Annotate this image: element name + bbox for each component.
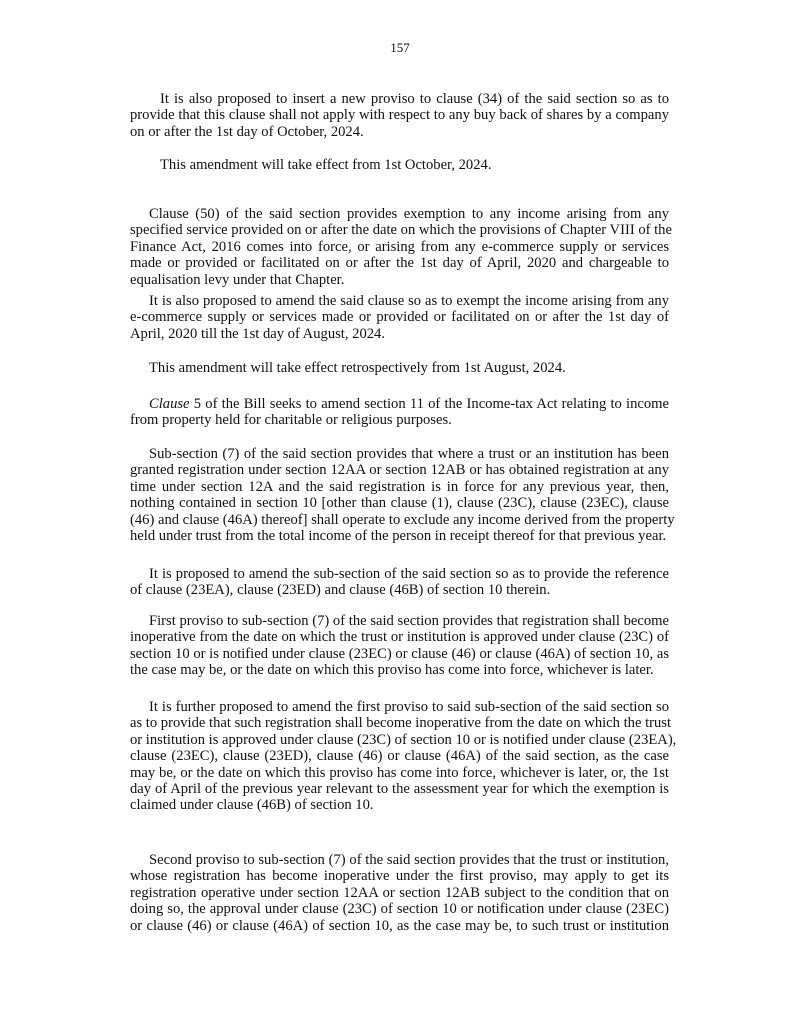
- paragraph: [130, 360, 669, 376]
- text-line: the case may be, or the date on which this proviso has come into force, whichever is later.: [130, 662, 654, 679]
- text-line: section 10 or is notified under clause (23EC) or clause (46) or clause (46A) of section 10, as: [130, 645, 669, 662]
- text-line: or clause (46) or clause (46A) of section 10, as the case may be, to such trust or institution: [130, 917, 669, 934]
- text-line: This amendment will take effect retrospectively from 1st August, 2024.: [149, 360, 566, 376]
- text-line: provide that this clause shall not apply with respect to any buy back of shares by a company: [130, 107, 669, 124]
- text-line: Sub-section (7) of the said section provides that where a trust or an institution has been: [149, 446, 669, 462]
- text-line: time under section 12A and the said registration is in force for any previous year, then,: [130, 478, 669, 495]
- text-line: Second proviso to sub-section (7) of the said section provides that the trust or institution,: [149, 852, 669, 868]
- text-line: may be, or the date on which this proviso has come into force, whichever is later, or, the 1st: [130, 764, 669, 781]
- paragraph: [130, 852, 669, 934]
- paragraph: [130, 206, 672, 288]
- italic-lead: Clause: [149, 396, 190, 412]
- text-line: nothing contained in section 10 [other than clause (1), clause (23C), clause (23EC), clause: [130, 495, 669, 512]
- text-line: equalisation levy under that Chapter.: [130, 271, 345, 288]
- text-line: specified service provided on or after the date on which the provisions of Chapter VIII of the: [130, 222, 672, 239]
- paragraph: [130, 396, 669, 429]
- text-line: of clause (23EA), clause (23ED) and clause (46B) of section 10 therein.: [130, 582, 551, 599]
- text-line: claimed under clause (46B) of section 10.: [130, 797, 374, 814]
- text-line: (46) and clause (46A) thereof] shall operate to exclude any income derived from the property: [130, 511, 675, 528]
- text-line: granted registration under section 12AA or section 12AB or has obtained registration at any: [130, 462, 669, 479]
- text-line: Clause 5 of the Bill seeks to amend section 11 of the Income-tax Act relating to income: [149, 396, 669, 412]
- text-line: day of April of the previous year relevant to the assessment year for which the exemption is: [130, 780, 669, 797]
- text-line: whose registration has become inoperative under the first proviso, may apply to get its: [130, 868, 669, 885]
- text-line: First proviso to sub-section (7) of the said section provides that registration shall become: [149, 613, 669, 629]
- text-line: registration operative under section 12AA or section 12AB subject to the condition that on: [130, 884, 669, 901]
- text-line: or institution is approved under clause (23C) of section 10 or is notified under clause (23EA),: [130, 731, 677, 748]
- text-line: It is proposed to amend the sub-section of the said section so as to provide the reference: [149, 566, 669, 582]
- text-line: Finance Act, 2016 comes into force, or arising from any e-commerce supply or services: [130, 238, 669, 255]
- paragraph: [130, 566, 669, 599]
- paragraph: [130, 293, 669, 342]
- paragraph: [130, 613, 669, 679]
- text-line: clause (23EC), clause (23ED), clause (46) or clause (46A) of the said section, as the case: [130, 748, 669, 765]
- text-line: This amendment will take effect from 1st October, 2024.: [160, 157, 492, 173]
- text-line: as to provide that such registration shall become inoperative from the date on which the trust: [130, 715, 672, 732]
- paragraph: [130, 699, 677, 814]
- paragraph: [130, 446, 675, 544]
- text-line: on or after the 1st day of October, 2024.: [130, 123, 364, 140]
- text-line: made or provided or facilitated on or after the 1st day of April, 2020 and chargeable to: [130, 255, 669, 272]
- text-line: April, 2020 till the 1st day of August, 2024.: [130, 325, 385, 342]
- page-number: 157: [390, 40, 410, 55]
- text-line: Clause (50) of the said section provides exemption to any income arising from any: [149, 206, 669, 222]
- paragraph: [130, 91, 669, 140]
- text-line: doing so, the approval under clause (23C) of section 10 or notification under clause (23EC): [130, 901, 669, 918]
- text-line: It is also proposed to insert a new proviso to clause (34) of the said section so as to: [160, 91, 669, 107]
- text-line: It is further proposed to amend the first proviso to said sub-section of the said section so: [149, 699, 669, 715]
- text-line: inoperative from the date on which the trust or institution is approved under clause (23C) of: [130, 629, 669, 646]
- text-line: held under trust from the total income of the person in receipt thereof for that previous year.: [130, 527, 667, 544]
- paragraph: [130, 157, 669, 173]
- text-line: e-commerce supply or services made or provided or facilitated on or after the 1st day of: [130, 309, 669, 326]
- text-line: from property held for charitable or religious purposes.: [130, 412, 452, 429]
- text-line: It is also proposed to amend the said clause so as to exempt the income arising from any: [149, 293, 669, 309]
